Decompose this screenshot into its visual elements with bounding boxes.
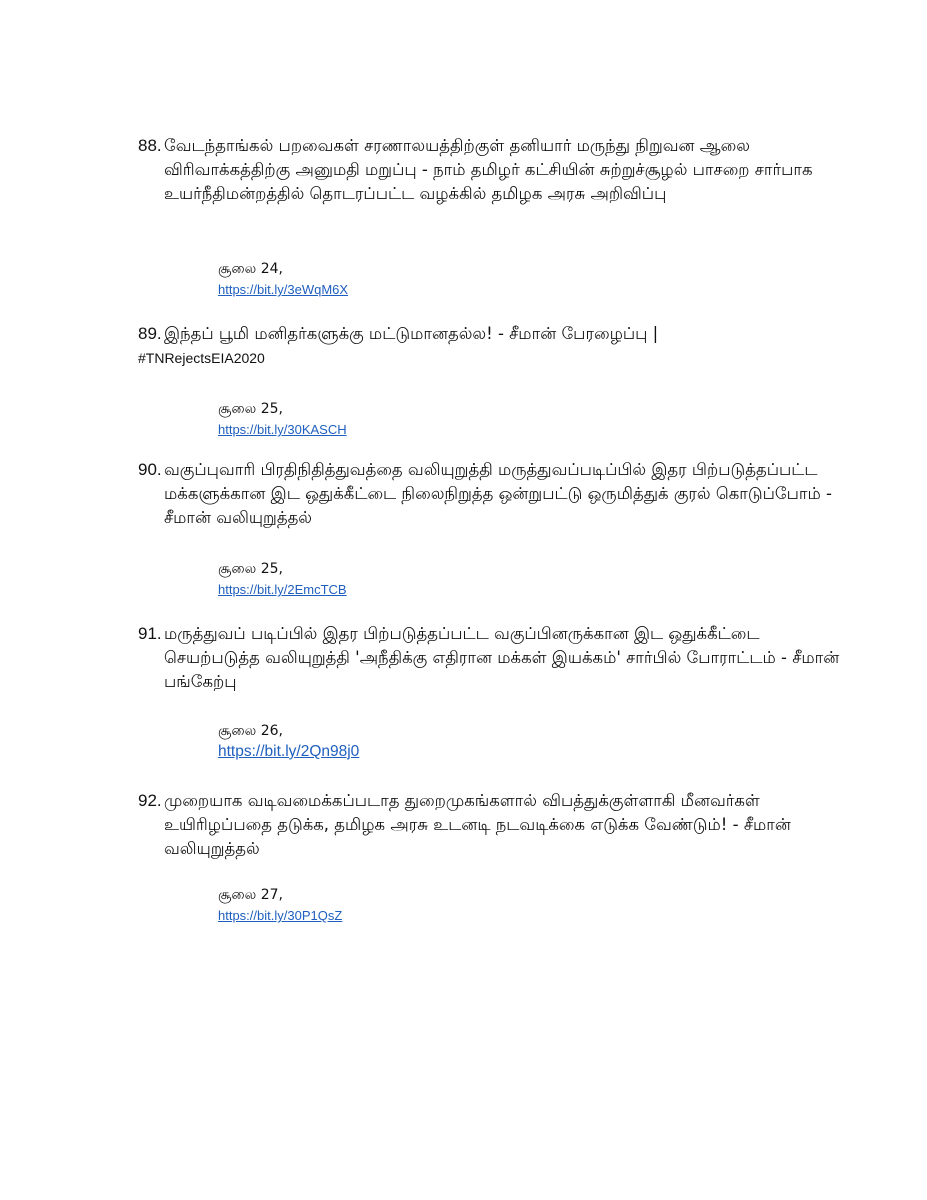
item-number: 90. <box>138 460 162 479</box>
list-item <box>138 458 838 530</box>
item-link[interactable]: https://bit.ly/2Qn98j0 <box>218 743 360 760</box>
item-title-text: இந்தப் பூமி மனிதர்களுக்கு மட்டுமானதல்ல! - சீமான் பேரழைப்பு | <box>164 324 659 343</box>
item-date: சூலை 25, <box>218 561 283 577</box>
item-hashtag: #TNRejectsEIA2020 <box>138 350 265 366</box>
item-link[interactable]: https://bit.ly/3eWqM6X <box>218 282 349 297</box>
item-number: 89. <box>138 324 162 343</box>
item-meta <box>218 558 347 600</box>
item-date: சூலை 25, <box>218 401 283 417</box>
item-title: வகுப்புவாரி பிரதிநிதித்துவத்தை வலியுறுத்தி மருத்துவப்படிப்பில் இதர பிற்படுத்தப்பட்ட மக்களுக்கான இட ஒதுக்கீட்டை நிலைநிறுத்த ஒன்றுபட்டு ஒருமித்துக் குரல் கொடுப்போம் - சீமான் வலியுறுத்தல் <box>164 460 832 527</box>
item-title: மருத்துவப் படிப்பில் இதர பிற்படுத்தப்பட்ட வகுப்பினருக்கான இட ஒதுக்கீட்டை செயற்படுத்த வலியுறுத்தி 'அநீதிக்கு எதிரான மக்கள் இயக்கம்' சார்பில் போராட்டம் - சீமான் பங்கேற்பு <box>164 624 840 691</box>
item-title: வேடந்தாங்கல் பறவைகள் சரணாலயத்திற்குள் தனியார் மருந்து நிறுவன ஆலை விரிவாக்கத்திற்கு அனுமதி மறுப்பு - நாம் தமிழர் கட்சியின் சுற்றுச்சூழல் பாசறை சார்பாக உயர்நீதிமன்றத்தில் தொடரப்பட்ட வழக்கில் தமிழக அரசு அறிவிப்பு <box>164 136 813 203</box>
list-item <box>138 322 838 370</box>
item-number: 92. <box>138 791 162 810</box>
item-link[interactable]: https://bit.ly/30P1QsZ <box>218 908 343 923</box>
item-date: சூலை 26, <box>218 723 283 739</box>
item-number: 91. <box>138 624 162 643</box>
item-meta <box>218 884 342 926</box>
list-item <box>138 789 838 861</box>
item-meta <box>218 398 347 440</box>
item-link[interactable]: https://bit.ly/2EmcTCB <box>218 582 347 597</box>
item-meta <box>218 720 359 762</box>
list-item <box>138 134 838 206</box>
item-number: 88. <box>138 136 162 155</box>
item-title: முறையாக வடிவமைக்கப்படாத துறைமுகங்களால் விபத்துக்குள்ளாகி மீனவர்கள் உயிரிழப்பதை தடுக்க, தமிழக அரசு உடனடி நடவடிக்கை எடுக்க வேண்டும்! - சீமான் வலியுறுத்தல் <box>164 791 791 858</box>
item-date: சூலை 27, <box>218 887 283 903</box>
item-date: சூலை 24, <box>218 261 283 277</box>
item-meta <box>218 258 348 300</box>
item-link[interactable]: https://bit.ly/30KASCH <box>218 422 347 437</box>
list-item <box>138 622 838 694</box>
